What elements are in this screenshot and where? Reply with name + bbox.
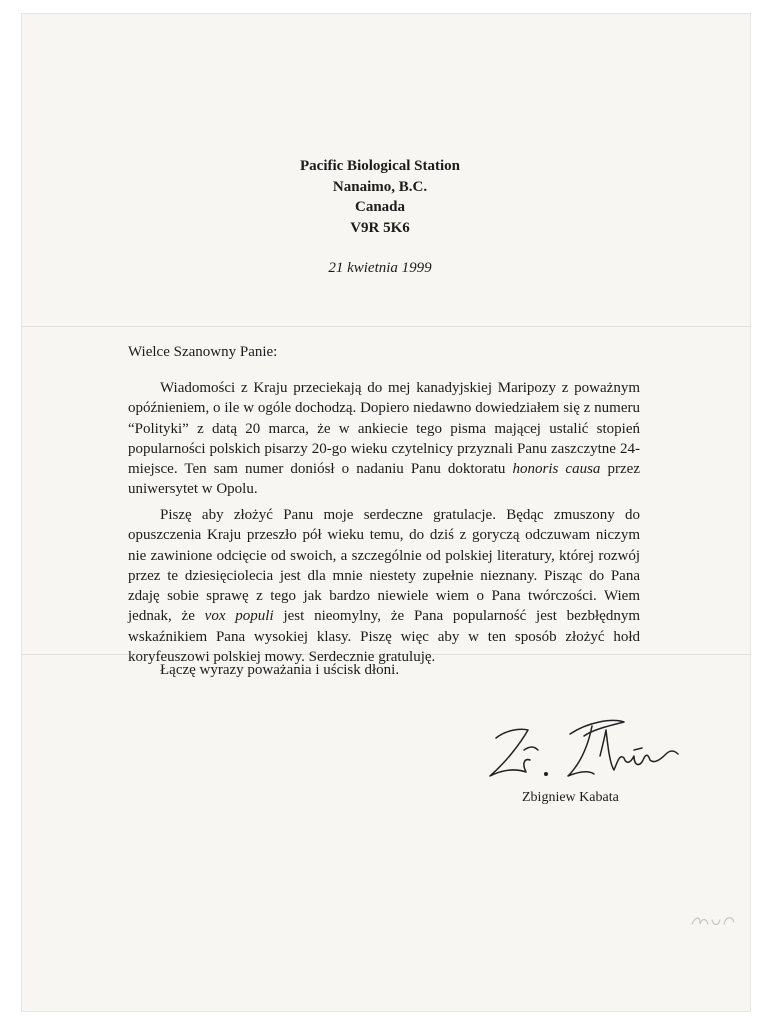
letter-date: 21 kwietnia 1999: [328, 260, 432, 276]
signer-name: Zbigniew Kabata: [522, 790, 619, 805]
fold-line: [22, 326, 750, 327]
closing-paragraph: Łączę wyrazy poważania i uścisk dłoni.: [160, 662, 400, 678]
letterhead-line: V9R 5K6: [350, 219, 410, 236]
latin-phrase: honoris causa: [512, 461, 601, 478]
body-paragraph: [128, 505, 640, 667]
salutation: Wielce Szanowny Panie:: [128, 344, 278, 360]
paragraph-text: Wiadomości z Kraju przeciekają do mej kanadyjskiej Maripozy z poważnym opóźnieniem, o ile w ogóle dochodzą. Dopiero niedawno dowiedziałem się z numeru “Polityki” z datą 20 marca, że w ankiecie tego pisma mającej ustalić stopień popularności polskich pisarzy 20-go wieku czytelnicy przyznali Panu zaszczytne 24-miejsce. Ten sam numer doniósł o nadaniu Panu doktoratu: [128, 380, 640, 478]
paragraph-text: przez uniwersytet w Opolu.: [128, 461, 640, 498]
paragraph-text: Piszę aby złożyć Panu moje serdeczne gratulacje. Będąc zmuszony do opuszczenia Kraju przeszło pół wieku temu, do dziś z goryczą odczuwam niczym nie zawinione odcięcie od swoich, a szczególnie od polskiej literatury, której rozwój przez te dziesięciolecia jest dla mnie niestety zupełnie nieznany. Pisząc do Pana zdaję sobie sprawę z tego jak bardzo niewiele wiem o Pana twórczości. Wiem jednak, że: [128, 507, 640, 625]
pencil-annotation: [688, 910, 738, 932]
letterhead-line: Nanaimo, B.C.: [332, 178, 428, 195]
letterhead: [180, 156, 580, 238]
letterhead-line: Pacific Biological Station: [300, 158, 460, 174]
body-paragraph: [128, 378, 640, 500]
handwritten-signature: [484, 700, 684, 790]
paragraph-text: jest nieomylny, że Pana popularność jest bezbłędnym wskaźnikiem Pana wysokiej klasy. Piszę więc aby w ten sposób złożyć hołd koryfeuszowi polskiej mowy. Serdecznie gratuluję.: [128, 608, 640, 666]
letterhead-line: Canada: [354, 199, 406, 215]
latin-phrase: vox populi: [204, 608, 274, 625]
